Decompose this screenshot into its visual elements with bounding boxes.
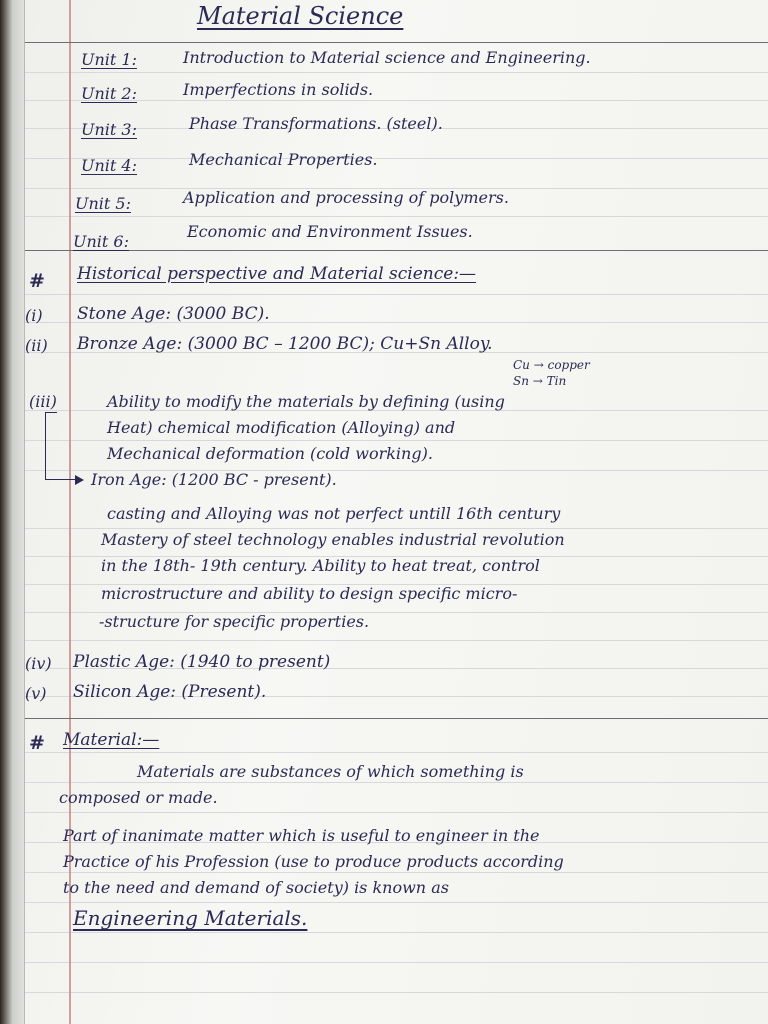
paragraph-line: microstructure and ability to design specific micro-	[101, 584, 518, 603]
paragraph-line: Heat) chemical modification (Alloying) and	[107, 418, 456, 437]
list-number: (iii)	[29, 392, 57, 411]
unit-label: Unit 1:	[81, 50, 137, 69]
unit-label: Unit 3:	[81, 120, 137, 139]
divider-history	[25, 718, 768, 719]
note-copper: Cu → copper	[513, 358, 590, 372]
paragraph-line: to the need and demand of society) is known as	[63, 878, 449, 897]
unit-description: Phase Transformations. (steel).	[189, 114, 443, 133]
note-tin: Sn → Tin	[513, 374, 567, 388]
paragraph-line: Ability to modify the materials by defining (using	[107, 392, 505, 411]
list-number: (iv)	[25, 654, 52, 673]
unit-description: Application and processing of polymers.	[183, 188, 509, 207]
list-number: (ii)	[25, 336, 48, 355]
section-heading: Material:—	[63, 730, 160, 750]
unit-description: Introduction to Material science and Engineering.	[183, 48, 591, 67]
list-item: Bronze Age: (3000 BC – 1200 BC); Cu+Sn Alloy.	[77, 334, 493, 354]
list-number: (i)	[25, 306, 43, 325]
paragraph-line: Mastery of steel technology enables industrial revolution	[101, 530, 565, 549]
arrow-icon	[75, 475, 84, 485]
paragraph-line: Materials are substances of which something is	[137, 762, 524, 781]
paragraph-line: -structure for specific properties.	[99, 612, 370, 631]
paragraph-line: Mechanical deformation (cold working).	[107, 444, 433, 463]
unit-label: Unit 2:	[81, 84, 137, 103]
bracket-line	[45, 479, 75, 480]
section-hash: #	[29, 270, 45, 292]
unit-description: Imperfections in solids.	[183, 80, 374, 99]
unit-description: Mechanical Properties.	[189, 150, 378, 169]
divider-units	[25, 250, 768, 251]
bracket-line	[45, 412, 57, 413]
list-item: Stone Age: (3000 BC).	[77, 304, 270, 324]
paragraph-line: casting and Alloying was not perfect untill 16th century	[107, 504, 561, 523]
section-heading: Historical perspective and Material science:—	[77, 264, 477, 284]
divider-title	[25, 42, 768, 43]
paragraph-line: Iron Age: (1200 BC - present).	[91, 470, 337, 489]
paragraph-line: in the 18th- 19th century. Ability to heat treat, control	[101, 556, 540, 575]
paragraph-line: Practice of his Profession (use to produce products according	[63, 852, 564, 871]
unit-description: Economic and Environment Issues.	[187, 222, 473, 241]
unit-label: Unit 5:	[75, 194, 131, 213]
list-number: (v)	[25, 684, 47, 703]
page-title: Material Science	[197, 2, 404, 30]
notebook-page	[24, 0, 768, 1024]
list-item: Plastic Age: (1940 to present)	[73, 652, 331, 672]
paragraph-line: Part of inanimate matter which is useful to engineer in the	[63, 826, 540, 845]
section-hash: #	[29, 732, 45, 754]
unit-label: Unit 4:	[81, 156, 137, 175]
list-item: Silicon Age: (Present).	[73, 682, 267, 702]
paragraph-line: composed or made.	[59, 788, 218, 807]
bracket-line	[45, 412, 46, 480]
engineering-materials-term: Engineering Materials.	[73, 906, 308, 930]
unit-label: Unit 6:	[73, 232, 129, 251]
